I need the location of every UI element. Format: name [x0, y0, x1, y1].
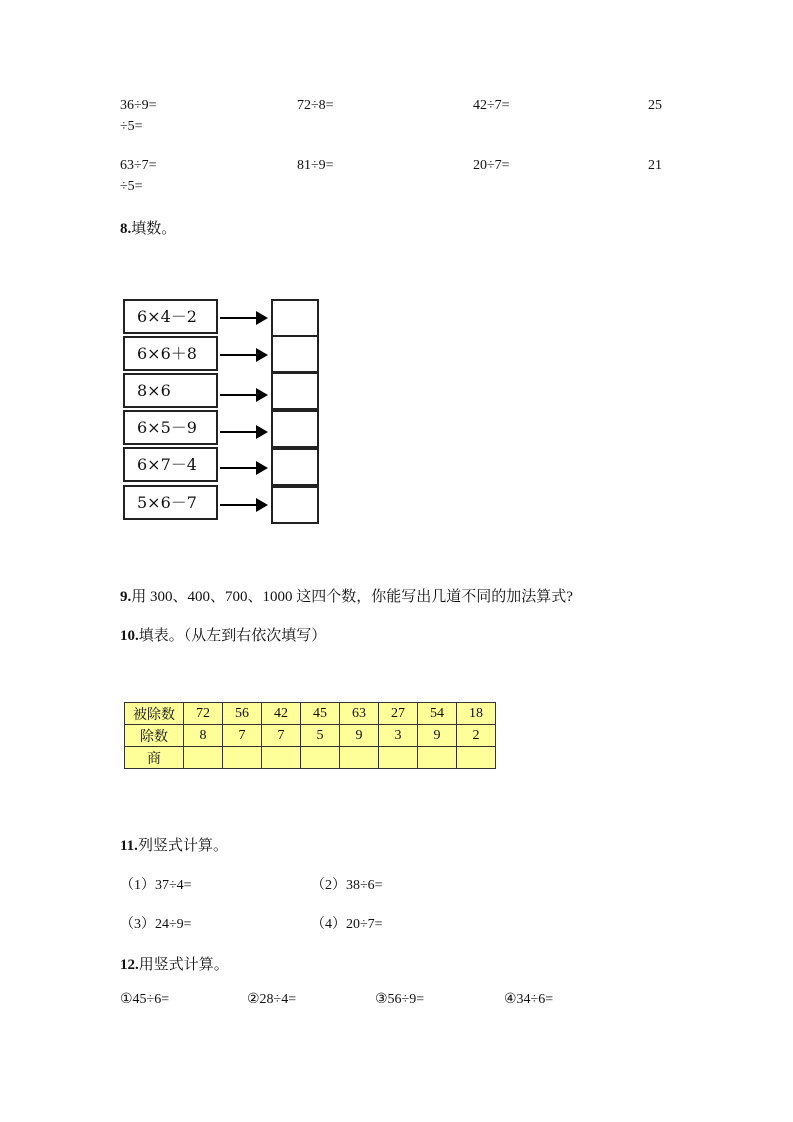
answer-cell[interactable]: [457, 747, 496, 769]
answer-cell[interactable]: [379, 747, 418, 769]
table-cell: 27: [379, 703, 418, 725]
q11-number: 11.: [120, 838, 138, 854]
answer-cell[interactable]: [340, 747, 379, 769]
q8-title: [120, 217, 176, 238]
table-cell: 9: [418, 725, 457, 747]
q7-problem-7: 20÷7=: [473, 158, 510, 173]
table-cell: 18: [457, 703, 496, 725]
q11-problem-4: （4）20÷7=: [311, 917, 383, 932]
q10-text: 填表。（从左到右依次填写）: [138, 628, 327, 644]
q12-problem-1: ①45÷6=: [120, 992, 170, 1007]
answer-box[interactable]: [271, 372, 319, 410]
table-cell: 2: [457, 725, 496, 747]
q11-text: 列竖式计算。: [137, 838, 228, 854]
expression-box: 5×6－7: [123, 485, 218, 520]
answer-cell[interactable]: [184, 747, 223, 769]
expression-box: 6×7－4: [123, 447, 218, 482]
q7-problem-1: 36÷9=: [120, 98, 157, 113]
table-cell: 8: [184, 725, 223, 747]
table-row-dividend: [125, 703, 496, 725]
answer-cell[interactable]: [301, 747, 340, 769]
table-cell: 7: [262, 725, 301, 747]
q7-problem-4-part2: ÷5=: [120, 119, 143, 134]
q7-problem-5: 63÷7=: [120, 158, 157, 173]
q7-problem-6: 81÷9=: [297, 158, 334, 173]
arrow-right-icon: [220, 311, 268, 325]
answer-cell[interactable]: [262, 747, 301, 769]
table-cell: 7: [223, 725, 262, 747]
expression-box: 8×6: [123, 373, 218, 408]
q7-problem-8-part2: ÷5=: [120, 179, 143, 194]
row-label: 被除数: [125, 703, 184, 725]
table-cell: 42: [262, 703, 301, 725]
answer-box[interactable]: [271, 410, 319, 448]
q7-problem-8-part1: 21: [648, 158, 662, 173]
q10-title: [120, 624, 326, 645]
answer-box[interactable]: [271, 299, 319, 337]
q12-number: 12.: [120, 957, 139, 973]
arrow-right-icon: [220, 388, 268, 402]
expression-box: 6×5－9: [123, 410, 218, 445]
q8-text: 填数。: [131, 221, 177, 237]
q11-title: [120, 834, 228, 855]
table-cell: 45: [301, 703, 340, 725]
answer-cell[interactable]: [418, 747, 457, 769]
q11-problem-3: （3）24÷9=: [120, 917, 192, 932]
arrow-right-icon: [220, 461, 268, 475]
q12-problem-3: ③56÷9=: [375, 992, 425, 1007]
q7-problem-3: 42÷7=: [473, 98, 510, 113]
table-cell: 54: [418, 703, 457, 725]
table-row-quotient: [125, 747, 496, 769]
q11-problem-2: （2）38÷6=: [311, 878, 383, 893]
q12-text: 用竖式计算。: [138, 957, 229, 973]
q8-number: 8.: [120, 221, 132, 237]
expression-box: 6×4－2: [123, 299, 218, 334]
answer-box[interactable]: [271, 448, 319, 486]
expression-box: 6×6＋8: [123, 336, 218, 371]
arrow-right-icon: [220, 498, 268, 512]
table-cell: 5: [301, 725, 340, 747]
table-cell: 63: [340, 703, 379, 725]
q12-problem-4: ④34÷6=: [504, 992, 554, 1007]
q12-title: [120, 953, 229, 974]
answer-box[interactable]: [271, 486, 319, 524]
arrow-right-icon: [220, 425, 268, 439]
q12-problem-2: ②28÷4=: [247, 992, 297, 1007]
arrow-right-icon: [220, 348, 268, 362]
answer-box[interactable]: [271, 335, 319, 373]
division-table: [124, 702, 496, 769]
q7-problem-2: 72÷8=: [297, 98, 334, 113]
answer-cell[interactable]: [223, 747, 262, 769]
fill-number-diagram: [123, 299, 320, 524]
table-cell: 56: [223, 703, 262, 725]
row-label: 商: [125, 747, 184, 769]
table-cell: 9: [340, 725, 379, 747]
table-cell: 72: [184, 703, 223, 725]
table-cell: 3: [379, 725, 418, 747]
q9-number: 9.: [120, 589, 132, 605]
table-row-divisor: [125, 725, 496, 747]
q11-problem-1: （1）37÷4=: [120, 878, 192, 893]
row-label: 除数: [125, 725, 184, 747]
q9-text: 用 300、400、700、1000 这四个数，你能写出几道不同的加法算式?: [131, 589, 573, 605]
q7-problem-4-part1: 25: [648, 98, 662, 113]
q10-number: 10.: [120, 628, 139, 644]
q9-title: [120, 585, 573, 606]
